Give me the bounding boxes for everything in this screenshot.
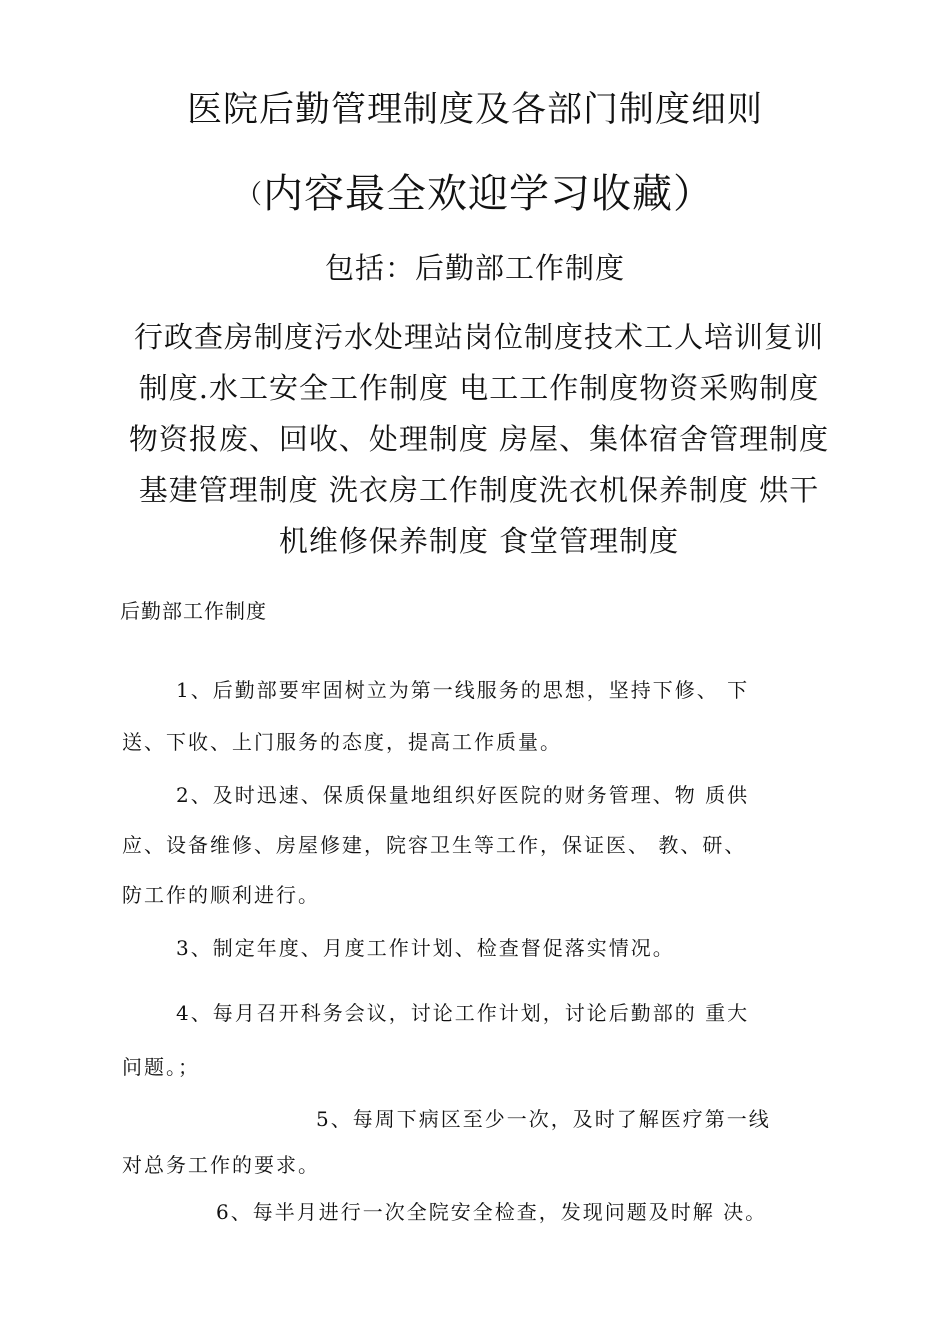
paragraph-line: 4、每月召开科务会议，讨论工作计划，讨论后勤部的 重大 [176,1001,750,1025]
document-subtitle [0,166,950,223]
paragraph-line: 防工作的顺利进行。 [122,883,320,907]
paragraph-1 [122,664,749,768]
paragraph-3 [176,928,675,968]
paragraph-line: 应、设备维修、房屋修建，院容卫生等工作，保证医、 教、研、 [122,833,747,857]
includes-line: 制度.水工安全工作制度 电工工作制度物资采购制度 [138,371,820,405]
paragraph-line: 送、下收、上门服务的态度，提高工作质量。 [122,730,562,754]
includes-label: 包括：后勤部工作制度 [324,251,625,285]
paragraph-line: 5、每周下病区至少一次，及时了解医疗第一线 [316,1107,771,1131]
paragraph-line: 对总务工作的要求。 [122,1153,320,1177]
paragraph-line: 1、后勤部要牢固树立为第一线服务的思想，坚持下修、 下 [176,678,750,702]
includes-line: 行政查房制度污水处理站岗位制度技术工人培训复训 [133,320,824,354]
document-title: 医院后勤管理制度及各部门制度细则 [186,90,763,130]
paragraph-6 [216,1192,767,1232]
includes-list [118,312,840,567]
paragraph-line: 6、每半月进行一次全院安全检查，发现问题及时解 决。 [216,1200,768,1224]
includes-line: 物资报废、回收、处理制度 房屋、集体宿舍管理制度 [128,422,830,456]
paragraph-line: 3、制定年度、月度工作计划、检查督促落实情况。 [176,936,675,960]
includes-line: 基建管理制度 洗衣房工作制度洗衣机保养制度 烘干 [138,473,820,507]
includes-line: 机维修保养制度 食堂管理制度 [278,524,680,558]
subtitle-close-paren: ） [673,171,714,217]
section-heading: 后勤部工作制度 [120,599,267,623]
paragraph-line: 问题。； [122,1055,200,1079]
paragraph-line: 2、及时迅速、保质保量地组织好医院的财务管理、物 质供 [176,783,750,807]
paragraph-4 [122,986,749,1094]
paragraph-2 [122,770,749,920]
paragraph-5 [122,1096,771,1188]
subtitle-open-paren: （ [235,180,263,210]
subtitle-text: 内容最全欢迎学习收藏 [263,171,673,217]
